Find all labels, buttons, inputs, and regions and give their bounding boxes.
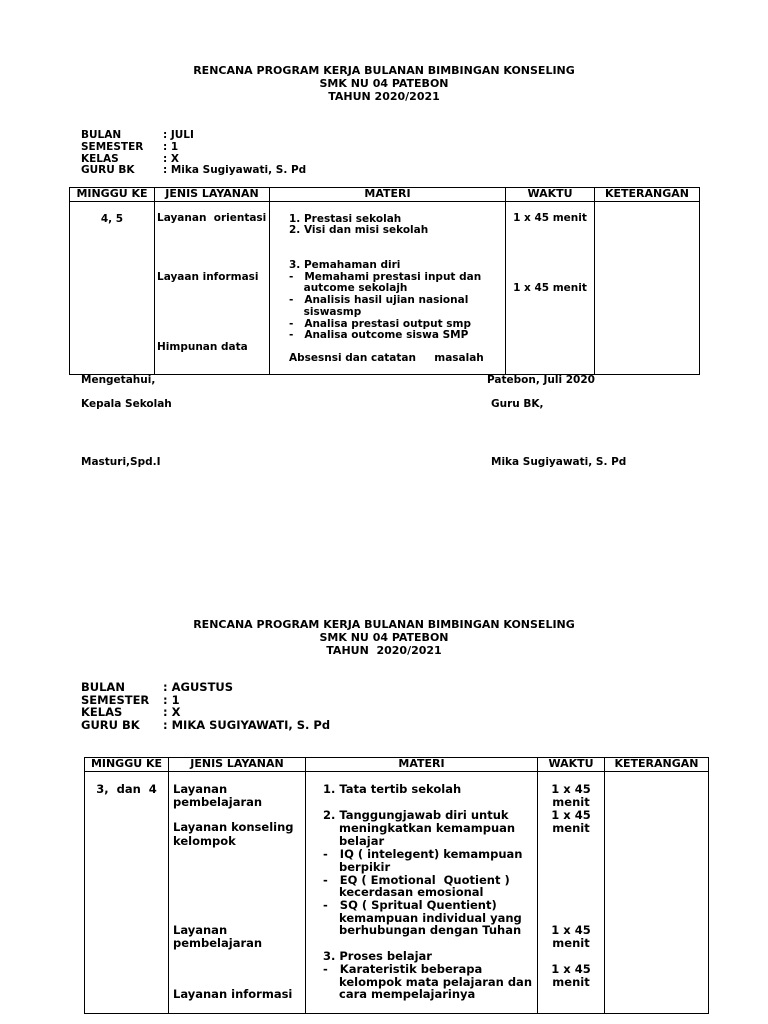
- materi-line: - Analisa outcome siswa SMP: [289, 329, 469, 341]
- cell-waktu-1: 1 x 45 menit: [513, 212, 587, 224]
- sig-guru-bk: Guru BK,: [491, 398, 544, 410]
- cell-waktu-line: 1 x 45: [551, 962, 591, 976]
- doc2-title: [0, 619, 768, 658]
- materi-line: - Analisis hasil ujian nasional: [289, 294, 469, 306]
- materi-line: siswasmp: [289, 306, 362, 318]
- materi-line: kecerdasan emosional: [323, 885, 484, 899]
- sig-guru-bk-name: Mika Sugiyawati, S. Pd: [491, 456, 627, 468]
- doc1-title-line-2: SMK NU 04 PATEBON: [319, 76, 449, 90]
- cell-jenis-1: Layanan orientasi: [157, 212, 267, 224]
- materi-line: - IQ ( intelegent) kemampuan: [323, 847, 523, 861]
- materi-line: 3. Pemahaman diri: [289, 259, 401, 271]
- cell-waktu-line: menit: [552, 821, 590, 835]
- cell-waktu-line: menit: [552, 975, 590, 989]
- sig-place-date: Patebon, Juli 2020: [487, 374, 595, 386]
- header-materi: MATERI: [364, 187, 411, 200]
- cell-jenis-line: Layanan: [173, 923, 228, 937]
- materi-line: - Karateristik beberapa: [323, 962, 483, 976]
- meta-value-guru-bk: : Mika Sugiyawati, S. Pd: [163, 164, 307, 177]
- materi-line: 1. Tata tertib sekolah: [323, 782, 462, 796]
- materi-line: meningkatkan kemampuan: [323, 821, 516, 835]
- cell-jenis-line: pembelajaran: [173, 936, 263, 950]
- header-materi: MATERI: [398, 757, 445, 770]
- meta-key-bulan: BULAN: [81, 680, 125, 694]
- materi-line: 2. Tanggungjawab diri untuk: [323, 808, 509, 822]
- header-jenis-layanan: JENIS LAYANAN: [190, 757, 284, 770]
- sig-mengetahui: Mengetahui,: [81, 374, 156, 386]
- materi-line: - Analisa prestasi output smp: [289, 318, 471, 330]
- header-jenis-layanan: JENIS LAYANAN: [165, 187, 259, 200]
- cell-waktu-line: menit: [552, 936, 590, 950]
- header-waktu: WAKTU: [548, 757, 594, 770]
- header-minggu-ke: MINGGU KE: [90, 757, 163, 770]
- cell-jenis-line: kelompok: [173, 834, 236, 848]
- cell-waktu-line: 1 x 45: [551, 782, 591, 796]
- materi-line: 2. Visi dan misi sekolah: [289, 224, 429, 236]
- cell-jenis-line: Layanan: [173, 782, 228, 796]
- materi-line: - Memahami prestasi input dan: [289, 271, 482, 283]
- materi-line: - EQ ( Emotional Quotient ): [323, 873, 510, 887]
- meta-value-kelas: : X: [163, 705, 181, 720]
- doc2-title-line-3: TAHUN 2020/2021: [326, 643, 442, 657]
- materi-line: 1. Prestasi sekolah: [289, 213, 402, 225]
- materi-line: cara mempelajarinya: [323, 987, 476, 1001]
- doc1-title: [0, 65, 768, 104]
- cell-jenis-2: Layaan informasi: [157, 271, 259, 283]
- meta-key-semester: SEMESTER: [81, 692, 150, 707]
- meta-value-bulan: : JULI: [163, 129, 194, 141]
- meta-value-semester: : 1: [163, 140, 179, 153]
- meta-key-guru-bk: GURU BK: [81, 164, 135, 177]
- sig-kepala-sekolah-name: Masturi,Spd.I: [81, 456, 161, 468]
- doc2-title-line-1: RENCANA PROGRAM KERJA BULANAN BIMBINGAN KONSELING: [193, 618, 575, 631]
- doc1-title-line-1: RENCANA PROGRAM KERJA BULANAN BIMBINGAN KONSELING: [193, 64, 575, 77]
- cell-jenis-3: Himpunan data: [157, 341, 248, 353]
- cell-waktu-line: 1 x 45: [551, 808, 591, 822]
- meta-key-kelas: KELAS: [81, 705, 123, 720]
- cell-jenis-line: pembelajaran: [173, 795, 263, 809]
- materi-line: - SQ ( Spritual Quentient): [323, 898, 497, 912]
- doc2-meta: [81, 681, 401, 731]
- header-waktu: WAKTU: [527, 187, 573, 200]
- cell-minggu: 4, 5: [100, 213, 124, 225]
- materi-line: belajar: [323, 834, 385, 848]
- doc1-meta: [81, 129, 381, 176]
- header-minggu-ke: MINGGU KE: [76, 187, 148, 200]
- materi-line: autcome sekolajh: [289, 282, 408, 294]
- cell-waktu-line: menit: [552, 795, 590, 809]
- materi-line: 3. Proses belajar: [323, 949, 432, 963]
- meta-value-semester: : 1: [163, 692, 180, 707]
- header-keterangan: KETERANGAN: [614, 757, 699, 770]
- materi-line: berhubungan dengan Tuhan: [323, 923, 522, 937]
- meta-key-semester: SEMESTER: [81, 140, 144, 153]
- materi-line: kemampuan individual yang: [323, 911, 522, 925]
- meta-key-bulan: BULAN: [81, 129, 122, 141]
- meta-value-bulan: : AGUSTUS: [163, 680, 234, 694]
- meta-key-guru-bk: GURU BK: [81, 717, 140, 732]
- doc2-title-line-2: SMK NU 04 PATEBON: [319, 630, 449, 644]
- cell-waktu-line: 1 x 45: [551, 923, 591, 937]
- materi-line: kelompok mata pelajaran dan: [323, 975, 533, 989]
- materi-line: Absesnsi dan catatan masalah: [289, 352, 484, 364]
- cell-jenis-line: Layanan informasi: [173, 987, 293, 1001]
- meta-value-kelas: : X: [163, 152, 179, 165]
- cell-minggu: 3, dan 4: [96, 782, 157, 796]
- meta-key-kelas: KELAS: [81, 152, 119, 165]
- doc1-title-line-3: TAHUN 2020/2021: [328, 89, 440, 103]
- header-keterangan: KETERANGAN: [605, 187, 689, 200]
- sig-kepala-sekolah: Kepala Sekolah: [81, 398, 172, 410]
- cell-jenis-line: Layanan konseling: [173, 820, 294, 834]
- meta-value-guru-bk: : MIKA SUGIYAWATI, S. Pd: [163, 717, 331, 732]
- materi-line: berpikir: [323, 860, 391, 874]
- cell-waktu-2: 1 x 45 menit: [513, 282, 587, 294]
